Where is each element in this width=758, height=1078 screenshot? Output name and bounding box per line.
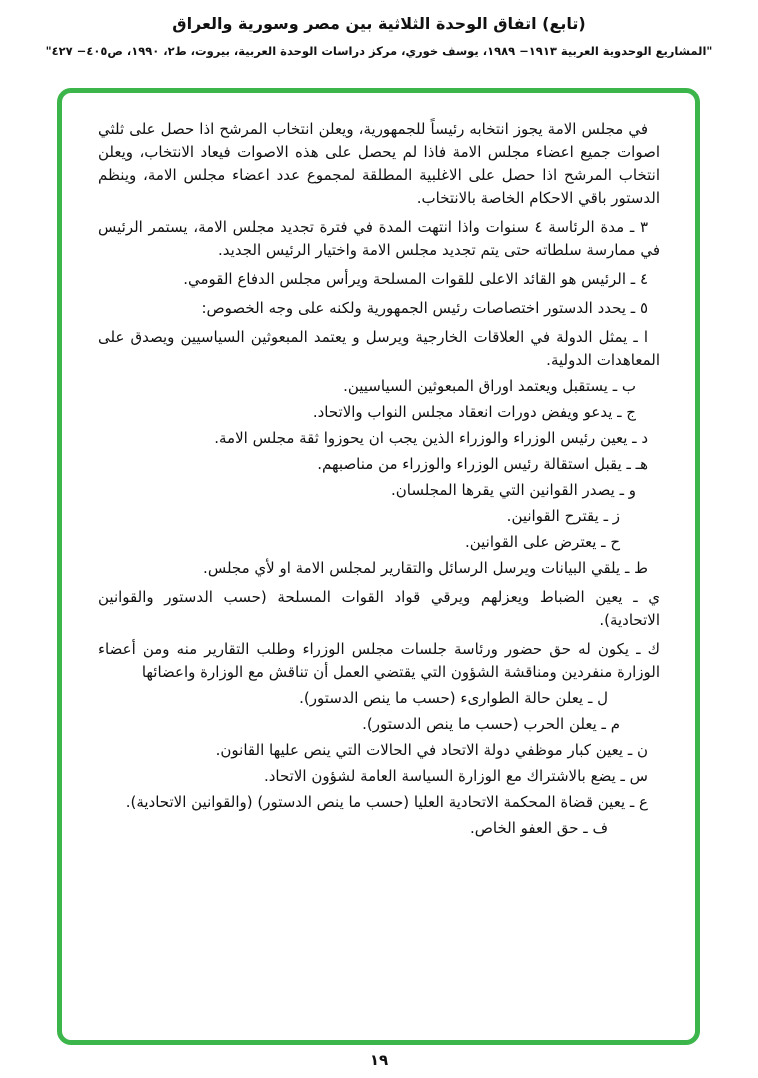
paragraph-item-3: ٣ ـ مدة الرئاسة ٤ سنوات واذا انتهت المدة في فترة تجديد مجلس الامة، يستمر الرئيس في ممارسة سلطاته حتى يتم تجديد مجلس الامة واختيار الرئيس الجديد. (98, 218, 660, 259)
paragraph-item-f: ف ـ حق العفو الخاص. (469, 819, 608, 837)
paragraph-item-ayn: ع ـ يعين قضاة المحكمة الاتحادية العليا (حسب ما ينص الدستور) (والقوانين الاتحادية). (125, 793, 648, 811)
citation-line: "المشاريع الوحدوية العربية ١٩١٣− ١٩٨٩، يوسف خوري، مركز دراسات الوحدة العربية، بيروت، ط٢، ١٩٩٠، ص٤٠٥− ٤٢٧" (45, 44, 713, 58)
paragraph-item-w: و ـ يصدر القوانين التي يقرها المجلسان. (391, 481, 636, 499)
paragraph-item-t: ط ـ يلقي البيانات ويرسل الرسائل والتقارير لمجلس الامة او لأي مجلس. (203, 559, 648, 577)
page-footer (0, 1050, 758, 1069)
page-title: (تابع) اتفاق الوحدة الثلاثية بين مصر وسورية والعراق (172, 14, 586, 33)
paragraph-item-b: ب ـ يستقبل ويعتمد اوراق المبعوثين السياسيين. (343, 377, 636, 395)
paragraph-item-s: س ـ يضع بالاشتراك مع الوزارة السياسة العامة لشؤون الاتحاد. (263, 767, 648, 785)
paragraph-item-5: ٥ ـ يحدد الدستور اختصاصات رئيس الجمهورية ولكنه على وجه الخصوص: (201, 299, 648, 317)
page-number: ١٩ (369, 1051, 389, 1069)
paragraph-item-y: ي ـ يعين الضباط ويعزلهم ويرقي قواد القوات المسلحة (حسب الدستور والقوانين الاتحادية). (98, 588, 660, 629)
paragraph-item-d: د ـ يعين رئيس الوزراء والوزراء الذين يجب ان يحوزوا ثقة مجلس الامة. (214, 429, 648, 447)
document-header (0, 14, 758, 58)
paragraph-item-m: م ـ يعلن الحرب (حسب ما ينص الدستور). (362, 715, 620, 733)
paragraph-item-l: ل ـ يعلن حالة الطوارىء (حسب ما ينص الدستور). (299, 689, 608, 707)
paragraph-item-h: هـ ـ يقبل استقالة رئيس الوزراء والوزراء من مناصبهم. (317, 455, 648, 473)
paragraph-item-k: ك ـ يكون له حق حضور ورئاسة جلسات مجلس الوزراء وطلب التقارير منه ومن أعضاء الوزارة منفردين ومناقشة الشؤون التي يقتضي العمل أن تناقش مع الوزارة واعضائها (98, 640, 660, 681)
paragraph-intro: في مجلس الامة يجوز انتخابه رئيساً للجمهورية، ويعلن انتخاب المرشح اذا حصل على ثلثي اصوات جميع اعضاء مجلس الامة فاذا لم يحصل على هذه الاصوات فيعاد الانتخاب، ويعلن انتخاب المرشح اذا حصل على الاغلبية المطلقة لمجموع عدد اعضاء مجلس الامة، وينظم الدستور باقي الاحكام الخاصة بالانتخاب. (98, 120, 660, 207)
paragraph-item-n: ن ـ يعين كبار موظفي دولة الاتحاد في الحالات التي ينص عليها القانون. (215, 741, 648, 759)
paragraph-item-j: ج ـ يدعو ويفض دورات انعقاد مجلس النواب والاتحاد. (312, 403, 636, 421)
document-body (98, 118, 660, 843)
paragraph-item-a: ا ـ يمثل الدولة في العلاقات الخارجية ويرسل و يعتمد المبعوثين السياسيين ويصدق على المعاهدات الدولية. (98, 328, 660, 369)
paragraph-item-hh: ح ـ يعترض على القوانين. (464, 533, 620, 551)
paragraph-item-4: ٤ ـ الرئيس هو القائد الاعلى للقوات المسلحة ويرأس مجلس الدفاع القومي. (183, 270, 648, 288)
paragraph-item-z: ز ـ يقترح القوانين. (506, 507, 620, 525)
